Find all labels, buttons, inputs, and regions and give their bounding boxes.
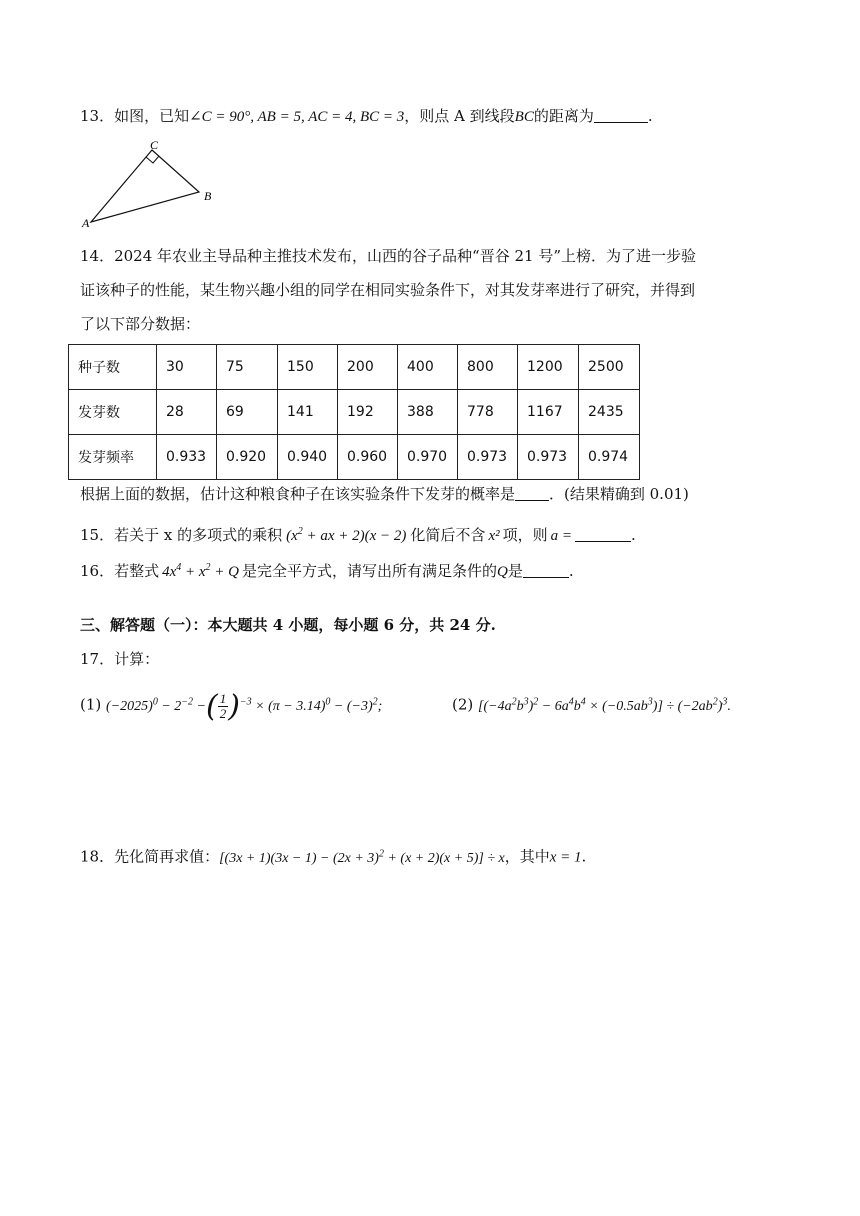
q17-title: 17．计算： xyxy=(80,650,160,668)
q17-part1-label: (1) xyxy=(80,695,102,714)
table-cell: 0.973 xyxy=(458,435,518,480)
q17-part2-expression: $[(-4a^2b^3)^2 - 6a^4b^4 \times (-0.5ab^3)] \div (-2ab^2)^3$. xyxy=(478,696,731,714)
table-cell: 0.920 xyxy=(217,435,278,480)
q13-suffix: 的距离为 xyxy=(533,107,594,125)
q16-var: Q xyxy=(497,564,508,580)
q13-answer-blank xyxy=(594,108,648,123)
q18-prefix: 18．先化简再求值： xyxy=(80,847,220,866)
q15-line xyxy=(80,522,636,546)
q18-line xyxy=(80,844,586,869)
q14-after xyxy=(80,484,689,504)
table-cell: 2435 xyxy=(579,390,640,435)
q14-after-end: ．(结果精确到 0.01) xyxy=(549,485,689,503)
q18-mid: ，其中 xyxy=(504,847,550,866)
q17-part2 xyxy=(452,682,731,722)
q14-line3: 了以下部分数据： xyxy=(80,315,201,333)
q15-term: x² xyxy=(488,528,500,544)
table-row xyxy=(69,435,640,480)
q14-after-text: 根据上面的数据，估计这种粮食种子在该实验条件下发芽的概率是 xyxy=(80,485,516,503)
table-cell: 192 xyxy=(338,390,398,435)
table-row xyxy=(69,390,640,435)
q18-expression: $[(3x + 1)(3x - 1) - (2x + 3)^2 + (x + 2)(x + 5)] \div x$ xyxy=(219,848,505,866)
label-a: A xyxy=(82,216,90,230)
table-cell: 75 xyxy=(217,345,278,390)
table-cell: 0.974 xyxy=(579,435,640,480)
table-cell: 800 xyxy=(458,345,518,390)
q14-line2: 证该种子的性能，某生物兴趣小组的同学在相同实验条件下，对其发芽率进行了研究，并得到 xyxy=(80,281,696,299)
table-cell: 200 xyxy=(338,345,398,390)
label-b: B xyxy=(204,189,212,203)
q13-condition: ∠C = 90°, AB = 5, AC = 4, BC = 3 xyxy=(189,109,405,125)
q16-line xyxy=(80,558,574,582)
q15-answer-blank xyxy=(575,527,631,542)
q15-var: a = xyxy=(550,528,572,544)
q14-line1: 14．2024 年农业主导品种主推技术发布，山西的谷子品种“晋谷 21 号”上榜．为了进一步验 xyxy=(80,247,696,265)
q13-line xyxy=(80,106,653,127)
row-header: 发芽数 xyxy=(69,390,157,435)
q15-mid: 化简后不含 xyxy=(410,526,486,544)
table-cell: 0.960 xyxy=(338,435,398,480)
q16-prefix: 16．若整式 xyxy=(80,562,160,580)
q16-end: . xyxy=(568,562,574,580)
q13-segment: BC xyxy=(514,109,534,125)
table-cell: 0.933 xyxy=(157,435,217,480)
table-cell: 141 xyxy=(278,390,338,435)
table-cell: 388 xyxy=(398,390,458,435)
row-header: 发芽频率 xyxy=(69,435,157,480)
table-cell: 150 xyxy=(278,345,338,390)
table-cell: 778 xyxy=(458,390,518,435)
triangle-abc xyxy=(91,150,199,222)
q16-answer-blank xyxy=(523,563,569,578)
q18-end: . xyxy=(581,847,587,866)
right-angle-mark xyxy=(146,156,159,163)
q15-end: . xyxy=(630,526,636,544)
q15-prefix: 15．若关于 x 的多项式的乘积 xyxy=(80,526,283,544)
table-cell: 400 xyxy=(398,345,458,390)
q18-cond: x = 1 xyxy=(549,849,582,866)
q15-product: ($x^2$ + ax + 2)(x − 2) xyxy=(286,526,407,544)
table-cell: 0.973 xyxy=(518,435,579,480)
germination-table xyxy=(68,344,640,480)
table-cell: 0.940 xyxy=(278,435,338,480)
table-cell: 69 xyxy=(217,390,278,435)
q17-part1-expression: $(-2025)^0 - 2^{-2}$ −( $\frac{1}{2}$ )$^{-3} \times (\pi - 3.14)^0 - (-3)^2$; xyxy=(106,688,383,724)
table-row xyxy=(69,345,640,390)
table-cell: 1167 xyxy=(518,390,579,435)
label-c: C xyxy=(150,138,159,152)
q16-mid: 是完全平方式，请写出所有满足条件的 xyxy=(242,562,498,580)
q15-mid2: 项，则 xyxy=(502,526,548,544)
table-cell: 28 xyxy=(157,390,217,435)
row-header: 种子数 xyxy=(69,345,157,390)
section-title: 三、解答题（一）：本大题共 4 小题，每小题 6 分，共 24 分. xyxy=(80,616,496,634)
q13-end: . xyxy=(647,107,653,125)
q13-mid: ，则点 A 到线段 xyxy=(404,107,515,125)
table-cell: 0.970 xyxy=(398,435,458,480)
q16-expression: $4x^4 + x^2 + Q$ xyxy=(162,562,240,580)
table-cell: 2500 xyxy=(579,345,640,390)
q14-answer-blank xyxy=(515,486,549,501)
q13-prefix: 13．如图，已知 xyxy=(80,107,190,125)
q16-mid2: 是 xyxy=(507,562,523,580)
table-cell: 1200 xyxy=(518,345,579,390)
q17-part2-label: (2) xyxy=(452,695,474,714)
table-cell: 30 xyxy=(157,345,217,390)
triangle-figure xyxy=(78,136,228,232)
q17-part1 xyxy=(80,682,382,722)
